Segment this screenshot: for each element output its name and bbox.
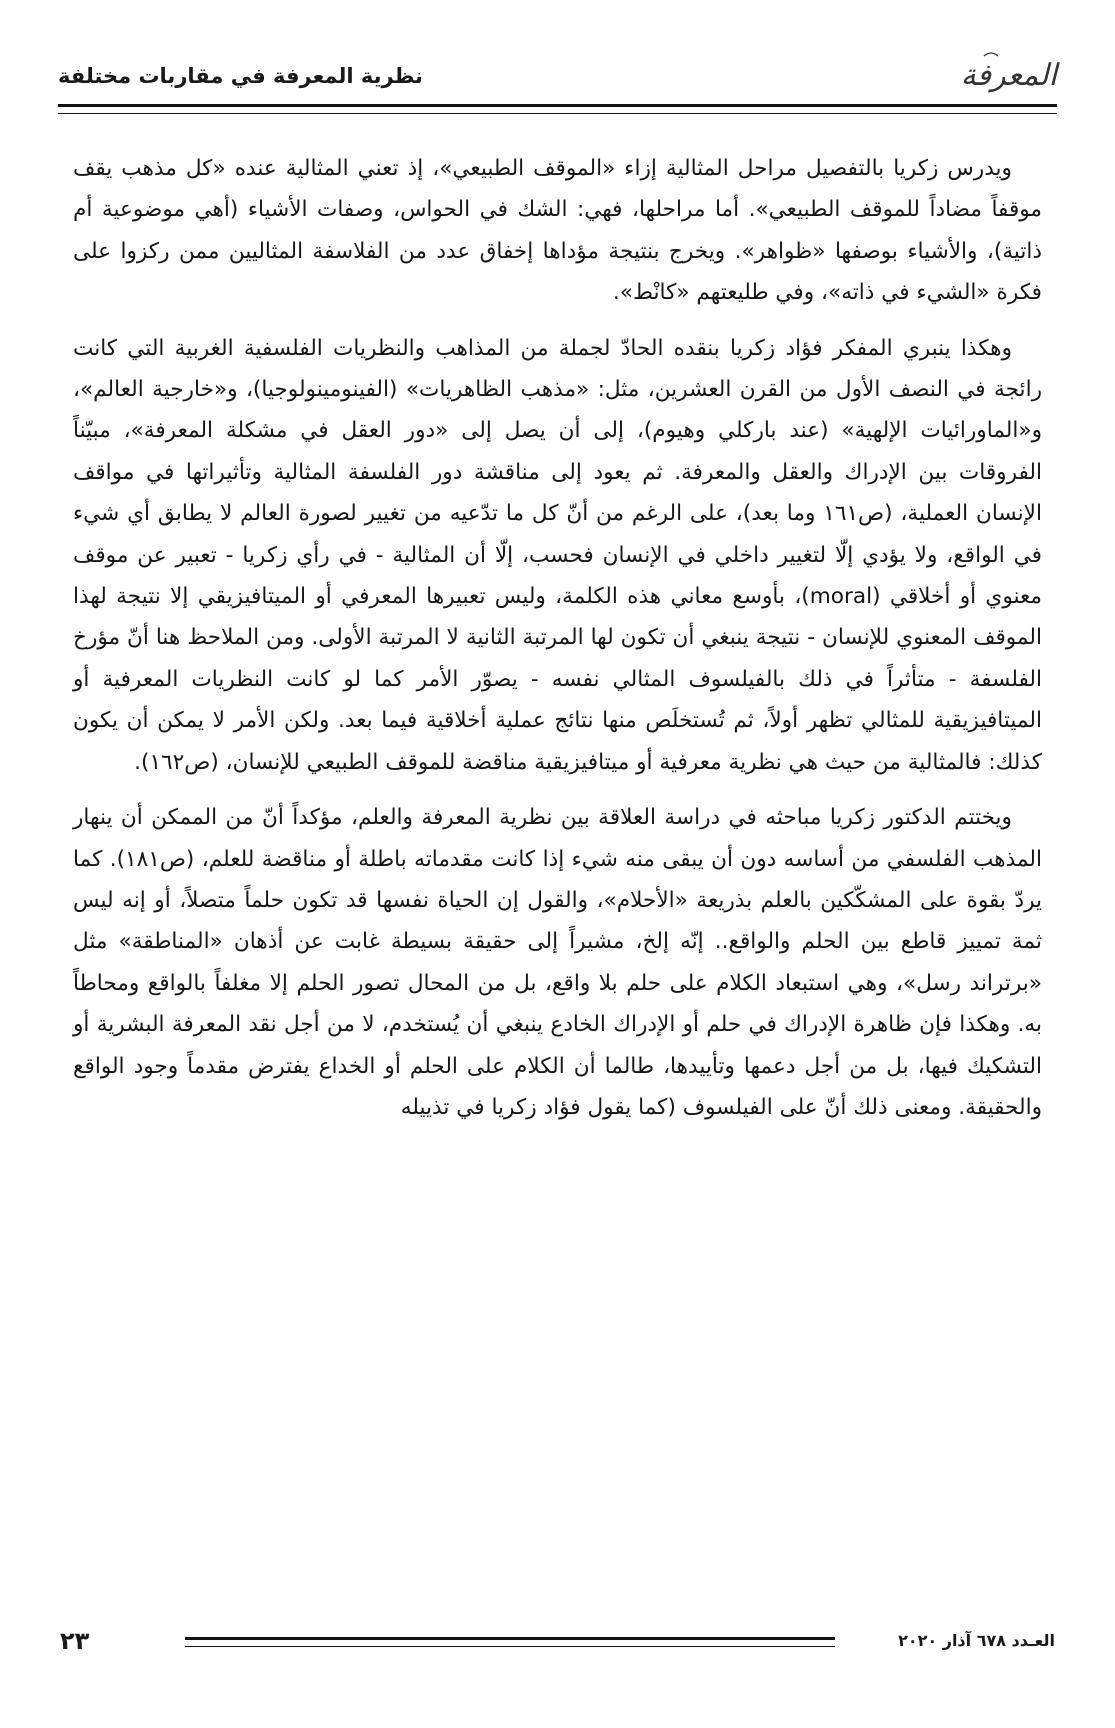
running-title: نظرية المعرفة في مقاربات مختلفة [58, 64, 423, 88]
journal-logo: المعرفة [960, 58, 1057, 93]
page-header [58, 54, 1057, 112]
page-footer [60, 1625, 1055, 1665]
page-number: ٢٣ [60, 1627, 90, 1655]
header-divider [58, 104, 1057, 114]
paragraph-3: ويختتم الدكتور زكريا مباحثه في دراسة العلاقة بين نظرية المعرفة والعلم، مؤكداً أنّ من الممكن أن ينهار المذهب الفلسفي من أساسه دون أن يبقى منه شيء إذا كانت مقدماته باطلة أو مناقضة للعلم، (ص١٨١). كما يردّ بقوة على المشكّكين بالعلم بذريعة «الأحلام»، والقول إن الحياة نفسها قد تكون حلماً متصلاً، أو إنه ليس ثمة تمييز قاطع بين الحلم والواقع.. إنّه إلخ، مشيراً إلى حقيقة بسيطة غابت عن أذهان «المناطقة» مثل «برتراند رسل»، وهي استبعاد الكلام على حلم بلا واقع، بل من المحال تصور الحلم إلا مغلفاً بالواقع ومحاطاً به. وهكذا فإن ظاهرة الإدراك في حلم أو الإدراك الخادع ينبغي أن يُستخدم، لا من أجل نقد المعرفة البشرية أو التشكيك فيها، بل من أجل دعمها وتأييدها، طالما أن الكلام على الحلم أو الخداع يفترض مقدماً وجود الواقع والحقيقة. ومعنى ذلك أنّ على الفيلسوف (كما يقول فؤاد زكريا في تذييله [73, 805, 1042, 1120]
paragraph-2: وهكذا ينبري المفكر فؤاد زكريا بنقده الحادّ لجملة من المذاهب والنظريات الفلسفية الغربية التي كانت رائجة في النصف الأول من القرن العشرين، مثل: «مذهب الظاهريات» (الفينومينولوجيا)، و«خارجية العالم»، و«الماورائيات الإلهية» (عند باركلي وهيوم)، إلى أن يصل إلى «دور العقل في مشكلة المعرفة»، مبيّناً الفروقات بين الإدراك والعقل والمعرفة. ثم يعود إلى مناقشة دور الفلسفة المثالية وتأثيراتها في مواقف الإنسان العملية، (ص١٦١ وما بعد)، على الرغم من أنّ كل ما تدّعيه من تغيير لصورة العالم لا يطابق أي شيء في الواقع، ولا يؤدي إلّا لتغيير داخلي في الإنسان فحسب، إلّا أن المثالية - في رأي زكريا - تعبير عن موقف معنوي أو أخلاقي (moral)، بأوسع معاني هذه الكلمة، وليس تعبيرها المعرفي أو الميتافيزيقي إلا نتيجة لهذا الموقف المعنوي للإنسان - نتيجة ينبغي أن تكون لها المرتبة الثانية لا المرتبة الأولى. ومن الملاحظ هنا أنّ مؤرخ الفلسفة - متأثراً في ذلك بالفيلسوف المثالي نفسه - يصوّر الأمر كما لو كانت النظريات المعرفية أو الميتافيزيقية للمثالي تظهر أولاً، ثم تُستخلَص منها نتائج عملية أخلاقية فيما بعد. ولكن الأمر لا يمكن أن يكون كذلك: فالمثالية من حيث هي نظرية معرفية أو ميتافيزيقية مناقضة للموقف الطبيعي للإنسان، (ص١٦٢). [73, 335, 1042, 775]
paragraph-1: ويدرس زكريا بالتفصيل مراحل المثالية إزاء «الموقف الطبيعي»، إذ تعني المثالية عنده «كل مذهب يقف موقفاً مضاداً للموقف الطبيعي». أما مراحلها، فهي: الشك في الحواس، وصفات الأشياء (أهي موضوعية أم ذاتية)، والأشياء بوصفها «ظواهر». ويخرج بنتيجة مؤداها إخفاق عدد من الفلاسفة المثاليين ممن ركزوا على فكرة «الشيء في ذاته»، وفي طليعتهم «كانْط». [73, 156, 1042, 306]
footer-divider [185, 1637, 835, 1647]
article-body [73, 148, 1042, 1128]
logo-ornament-icon [983, 50, 999, 58]
issue-info: العـدد ٦٧٨ آذار ٢٠٢٠ [898, 1631, 1055, 1650]
